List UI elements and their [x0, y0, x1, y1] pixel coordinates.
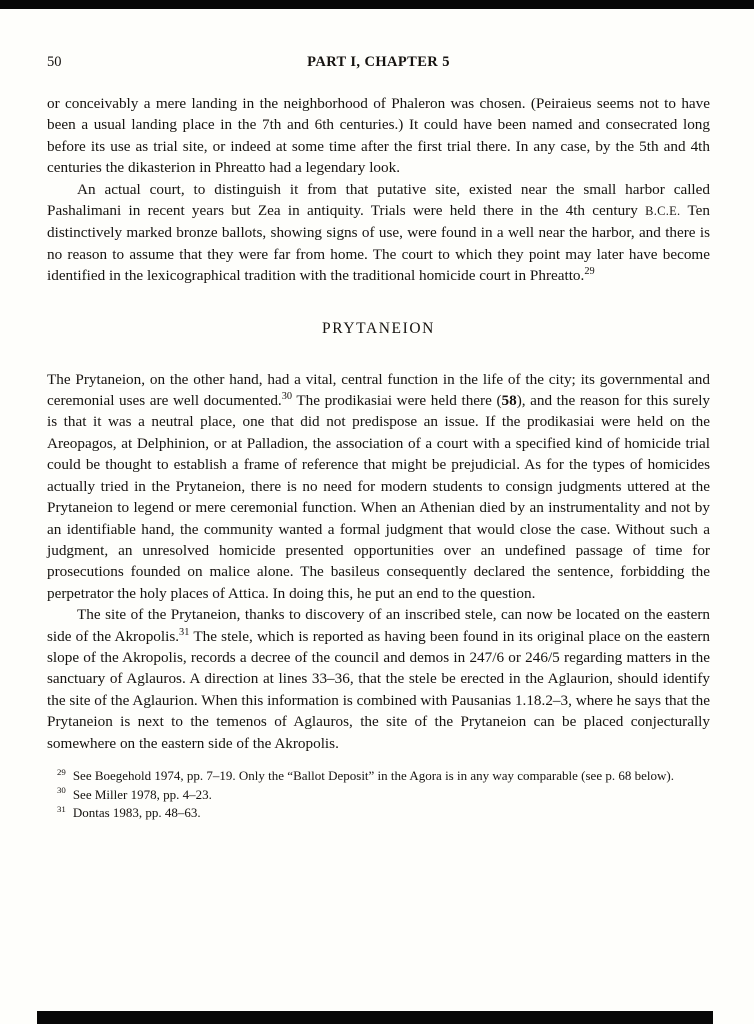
- paragraph-prytaneion-site: The site of the Prytaneion, thanks to discovery of an inscribed stele, can now be located on the eastern side of the Akropolis.$^{31}$ The stele, which is reported as having been found in its original place on the eastern slope of the Akropolis, records a decree of the council and demos in 247/6 or 246/5 regarding matters in the sanctuary of Aglauros. A direction at lines 33–36, that the stele be erected in the Aglaurion, should identify the site of the Aglaurion. When this information is combined with Pausanias 1.18.2–3, where he says that the Prytaneion is next to the temenos of Aglauros, the site of the Prytaneion can be placed conjecturally somewhere on the eastern side of the Akropolis.: [47, 606, 710, 752]
- running-header: PART I, CHAPTER 5: [307, 54, 450, 70]
- page-content: [47, 54, 710, 823]
- page-header: [47, 54, 710, 71]
- paragraph-actual-court: An actual court, to distinguish it from that putative site, existed near the small harbor called Pashalimani in recent years but Zea in antiquity. Trials were held there in the 4th century B.C.E. Ten distinctively marked bronze ballots, showing signs of use, were found in a well near the harbor, and there is no reason to assume that they were far from home. The court to which they point may later have become identified in the lexicographical tradition with the traditional homicide court in Phreatto.$^{29}$: [47, 180, 710, 285]
- section-heading-prytaneion: PRYTANEION: [322, 319, 435, 337]
- footnote-number: 29: [57, 766, 66, 777]
- footnote-text: See Miller 1978, pp. 4–23.: [72, 786, 212, 802]
- paragraph-phaleron-landing: or conceivably a mere landing in the neighborhood of Phaleron was chosen. (Peiraieus seems not to have been a usual landing place in the 7th and 6th centuries.) It could have been named and consecrated long before its use as trial site, or indeed at some time after the first trial there. In any case, by the 5th and 4th centuries the dikasterion in Phreatto had a legendary look.: [47, 95, 710, 177]
- footnote-31: [47, 804, 710, 823]
- footnote-text: See Boegehold 1974, pp. 7–19. Only the “Ballot Deposit” in the Agora is in any way comparable (see p. 68 below).: [72, 767, 674, 783]
- paragraph-prytaneion-function: The Prytaneion, on the other hand, had a vital, central function in the life of the city; its governmental and ceremonial uses are well documented.$^{30}$ The prodikasiai were held there (58), and the reason for this surely is that it was a neutral place, one that did not predispose an issue. If the prodikasiai were held on the Areopagos, at Delphinion, or at Palladion, the association of a court with a specified kind of homicide trial could be thought to establish a frame of reference that might be prejudicial. As for the types of homicides actually tried in the Prytaneion, there is no need for modern students to consign judgments uttered at the Prytaneion to legend or mere ceremonial function. When an Athenian died by an instrumentality and not by an identifiable hand, the community wanted a formal judgment that would close the case. Without such a judgment, an unresolved homicide presented opportunities over an undefined passage of time for prosecutions founded on malice alone. The basileus consequently declared the sentence, forbidding the perpetrator the holy places of Attica. In doing this, he put an end to the question.: [47, 370, 711, 602]
- footnote-number: 31: [57, 803, 66, 814]
- footnote-30: [47, 786, 710, 805]
- footnote-number: 30: [57, 785, 66, 796]
- footnote-29: [47, 767, 710, 786]
- scan-artifact-top: [0, 0, 754, 9]
- scan-artifact-bottom: [37, 1011, 713, 1024]
- footnotes-block: [47, 767, 710, 823]
- page-number: 50: [47, 54, 62, 70]
- footnote-text: Dontas 1983, pp. 48–63.: [72, 805, 201, 821]
